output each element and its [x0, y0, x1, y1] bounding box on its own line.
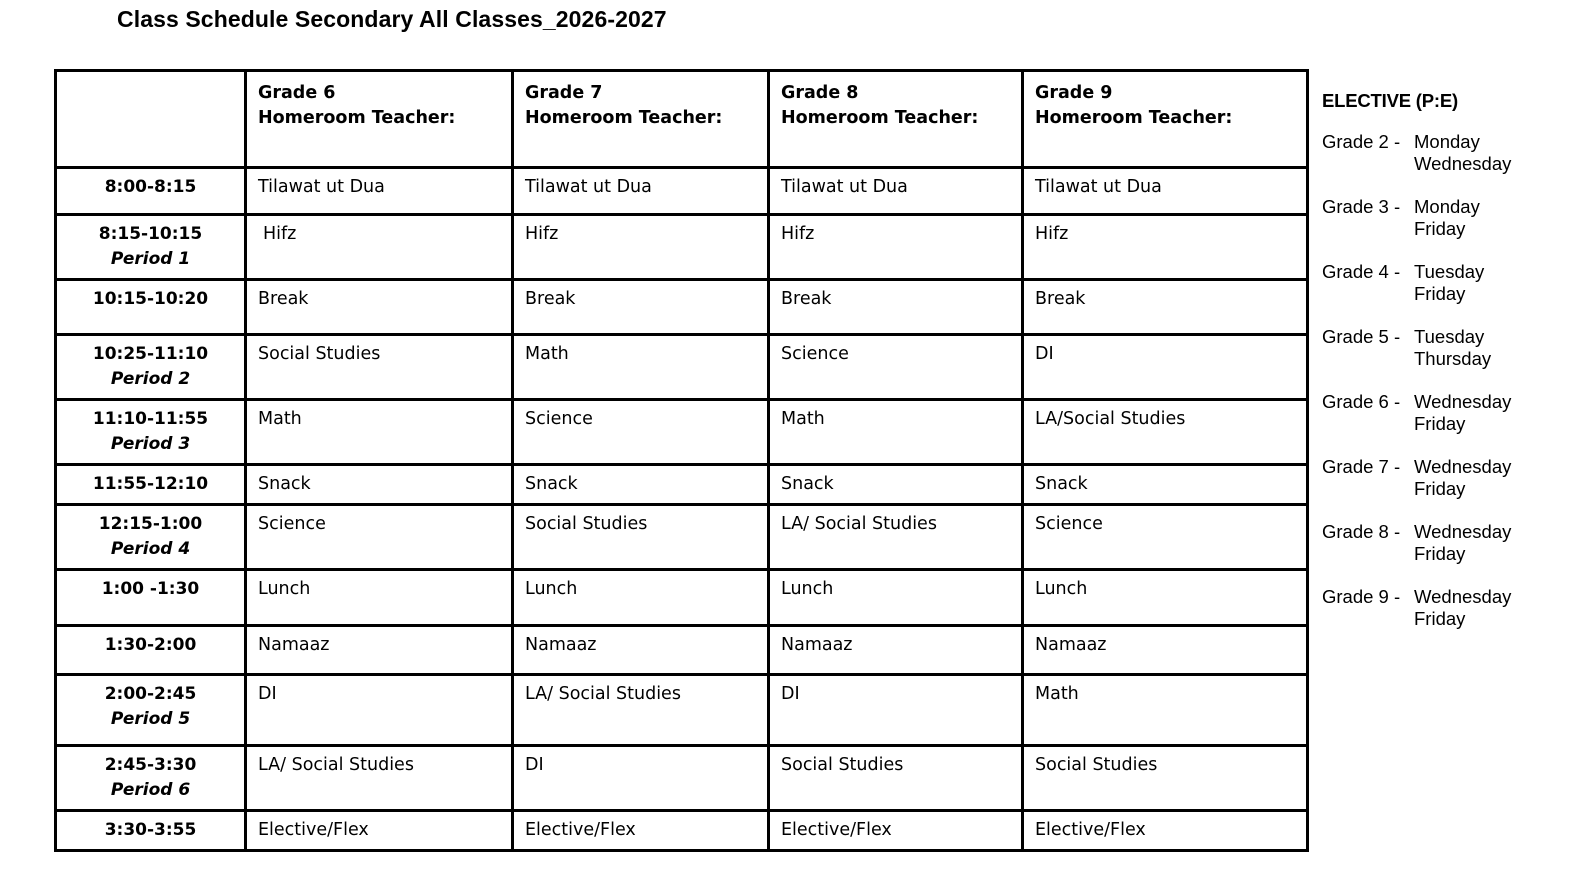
table-row — [56, 626, 1308, 675]
time-range: 12:15-1:00 — [98, 514, 203, 534]
class-cell: Snack — [513, 465, 769, 505]
elective-day: Wednesday — [1414, 153, 1512, 174]
time-range: 2:45-3:30 — [104, 755, 197, 775]
class-cell: Hifz — [513, 215, 769, 280]
class-cell: Break — [769, 280, 1023, 335]
class-cell: Lunch — [246, 570, 513, 626]
time-cell — [56, 465, 246, 505]
elective-day: Friday — [1414, 283, 1466, 304]
time-cell — [56, 280, 246, 335]
class-cell: Lunch — [1023, 570, 1308, 626]
class-cell: Namaaz — [1023, 626, 1308, 675]
class-cell: Science — [769, 335, 1023, 400]
elective-item — [1322, 261, 1582, 305]
elective-item — [1322, 196, 1582, 240]
elective-item — [1322, 521, 1582, 565]
class-cell: Tilawat ut Dua — [1023, 168, 1308, 215]
grade-label: Grade 7 — [525, 83, 603, 103]
class-cell: Break — [246, 280, 513, 335]
time-range: 11:55-12:10 — [92, 474, 209, 494]
class-cell: DI — [513, 746, 769, 811]
elective-item — [1322, 586, 1582, 630]
class-cell: Social Studies — [513, 505, 769, 570]
elective-day: Thursday — [1414, 348, 1492, 369]
table-row — [56, 400, 1308, 465]
class-cell: Science — [513, 400, 769, 465]
elective-day: Wednesday — [1414, 521, 1512, 542]
elective-days — [1414, 196, 1480, 240]
class-cell: Break — [1023, 280, 1308, 335]
table-row — [56, 570, 1308, 626]
elective-day: Wednesday — [1414, 456, 1512, 477]
class-cell: Math — [1023, 675, 1308, 746]
class-cell: Math — [513, 335, 769, 400]
table-row — [56, 215, 1308, 280]
document-title: Class Schedule Secondary All Classes_2026-2027 — [117, 6, 667, 32]
class-cell: Lunch — [513, 570, 769, 626]
class-cell: Elective/Flex — [246, 811, 513, 851]
elective-grade: Grade 8 - — [1322, 521, 1401, 542]
period-label: Period 1 — [110, 249, 191, 269]
period-label: Period 3 — [110, 434, 191, 454]
class-cell: Tilawat ut Dua — [769, 168, 1023, 215]
schedule-table — [54, 69, 1309, 852]
class-cell: DI — [1023, 335, 1308, 400]
class-cell: Science — [246, 505, 513, 570]
class-cell: Namaaz — [246, 626, 513, 675]
elective-day: Monday — [1414, 131, 1480, 152]
elective-heading: ELECTIVE (P:E) — [1322, 90, 1458, 111]
class-cell: Math — [769, 400, 1023, 465]
elective-item — [1322, 456, 1582, 500]
homeroom-teacher-label: Homeroom Teacher: — [781, 108, 979, 128]
time-cell — [56, 570, 246, 626]
elective-days — [1414, 586, 1511, 630]
table-row — [56, 465, 1308, 505]
time-range: 10:25-11:10 — [92, 344, 209, 364]
elective-grade: Grade 3 - — [1322, 196, 1401, 217]
time-cell — [56, 400, 246, 465]
table-row — [56, 168, 1308, 215]
time-cell — [56, 335, 246, 400]
time-cell — [56, 505, 246, 570]
elective-panel — [1322, 90, 1582, 651]
class-cell: LA/ Social Studies — [513, 675, 769, 746]
time-range: 1:30-2:00 — [104, 635, 197, 655]
class-cell: Social Studies — [1023, 746, 1308, 811]
elective-day: Friday — [1414, 478, 1466, 499]
grade-label: Grade 9 — [1035, 83, 1113, 103]
table-row — [56, 335, 1308, 400]
time-range: 8:15-10:15 — [98, 224, 203, 244]
homeroom-teacher-label: Homeroom Teacher: — [1035, 108, 1233, 128]
period-label: Period 6 — [110, 780, 191, 800]
table-row — [56, 505, 1308, 570]
class-cell: Snack — [1023, 465, 1308, 505]
elective-day: Friday — [1414, 608, 1466, 629]
class-cell: Social Studies — [769, 746, 1023, 811]
grade-header — [246, 71, 513, 168]
grade-label: Grade 8 — [781, 83, 859, 103]
time-cell — [56, 675, 246, 746]
time-cell — [56, 168, 246, 215]
elective-item — [1322, 326, 1582, 370]
time-range: 2:00-2:45 — [104, 684, 197, 704]
class-cell: LA/Social Studies — [1023, 400, 1308, 465]
elective-day: Friday — [1414, 543, 1466, 564]
class-cell: Hifz — [246, 215, 513, 280]
table-row — [56, 746, 1308, 811]
class-cell: DI — [246, 675, 513, 746]
class-cell: Tilawat ut Dua — [513, 168, 769, 215]
class-cell: Namaaz — [769, 626, 1023, 675]
time-cell — [56, 746, 246, 811]
class-cell: Elective/Flex — [513, 811, 769, 851]
elective-day: Wednesday — [1414, 586, 1512, 607]
elective-grade: Grade 9 - — [1322, 586, 1401, 607]
elective-grade: Grade 6 - — [1322, 391, 1401, 412]
elective-day: Tuesday — [1414, 326, 1485, 347]
period-label: Period 5 — [110, 709, 191, 729]
header-row — [56, 71, 1308, 168]
table-row — [56, 811, 1308, 851]
class-cell: Hifz — [769, 215, 1023, 280]
class-cell: Namaaz — [513, 626, 769, 675]
class-cell: Snack — [769, 465, 1023, 505]
elective-item — [1322, 131, 1582, 175]
elective-day: Friday — [1414, 413, 1466, 434]
grade-header — [513, 71, 769, 168]
corner-cell — [56, 71, 246, 168]
time-range: 8:00-8:15 — [104, 177, 197, 197]
class-cell: Lunch — [769, 570, 1023, 626]
elective-grade: Grade 7 - — [1322, 456, 1401, 477]
period-label: Period 4 — [110, 539, 191, 559]
elective-days — [1414, 521, 1511, 565]
time-cell — [56, 811, 246, 851]
class-cell: Break — [513, 280, 769, 335]
time-range: 10:15-10:20 — [92, 289, 209, 309]
class-cell: Social Studies — [246, 335, 513, 400]
elective-days — [1414, 131, 1511, 175]
elective-days — [1414, 326, 1491, 370]
class-cell: Elective/Flex — [769, 811, 1023, 851]
elective-days — [1414, 391, 1511, 435]
class-cell: Science — [1023, 505, 1308, 570]
table-row — [56, 280, 1308, 335]
homeroom-teacher-label: Homeroom Teacher: — [258, 108, 456, 128]
elective-day: Wednesday — [1414, 391, 1512, 412]
time-range: 11:10-11:55 — [92, 409, 209, 429]
time-cell — [56, 626, 246, 675]
grade-header — [1023, 71, 1308, 168]
class-cell: Math — [246, 400, 513, 465]
time-range: 3:30-3:55 — [104, 820, 197, 840]
elective-grade: Grade 2 - — [1322, 131, 1401, 152]
elective-day: Monday — [1414, 196, 1480, 217]
elective-day: Friday — [1414, 218, 1466, 239]
elective-item — [1322, 391, 1582, 435]
time-range: 1:00 -1:30 — [101, 579, 200, 599]
class-cell: Snack — [246, 465, 513, 505]
elective-grade: Grade 4 - — [1322, 261, 1401, 282]
class-cell: Hifz — [1023, 215, 1308, 280]
class-cell: LA/ Social Studies — [769, 505, 1023, 570]
elective-days — [1414, 261, 1484, 305]
elective-day: Tuesday — [1414, 261, 1485, 282]
grade-label: Grade 6 — [258, 83, 336, 103]
class-cell: Tilawat ut Dua — [246, 168, 513, 215]
homeroom-teacher-label: Homeroom Teacher: — [525, 108, 723, 128]
period-label: Period 2 — [110, 369, 191, 389]
table-row — [56, 675, 1308, 746]
grade-header — [769, 71, 1023, 168]
elective-days — [1414, 456, 1511, 500]
class-cell: LA/ Social Studies — [246, 746, 513, 811]
class-cell: Elective/Flex — [1023, 811, 1308, 851]
elective-grade: Grade 5 - — [1322, 326, 1401, 347]
time-cell — [56, 215, 246, 280]
class-cell: DI — [769, 675, 1023, 746]
